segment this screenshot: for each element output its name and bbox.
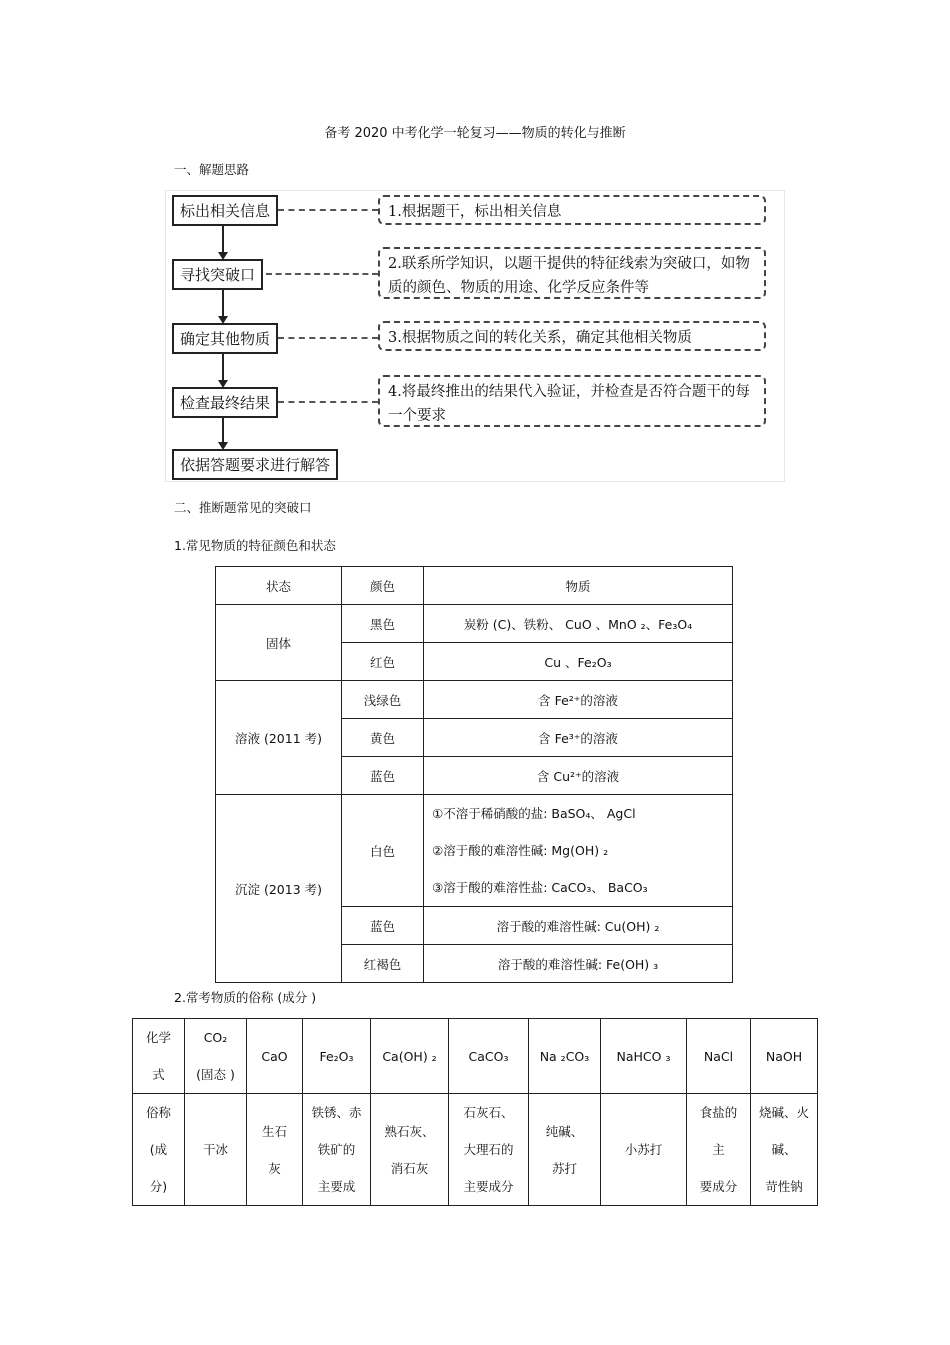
substance-cell: Cu 、Fe₂O₃ xyxy=(424,643,733,681)
table-header: 颜色 xyxy=(342,567,424,605)
arrow-down-icon xyxy=(222,288,224,322)
formula-cell: NaOH xyxy=(751,1019,818,1094)
formula-cell: Na ₂CO₃ xyxy=(529,1019,601,1094)
substance-cell: 含 Fe²⁺的溶液 xyxy=(424,681,733,719)
name-cell: 干冰 xyxy=(185,1094,247,1206)
substance-cell: 溶于酸的难溶性碱: Fe(OH) ₃ xyxy=(424,945,733,983)
page-title: 备考 2020 中考化学一轮复习——物质的转化与推断 xyxy=(324,126,626,141)
formula-cell: CaCO₃ xyxy=(449,1019,529,1094)
connector-line xyxy=(278,209,378,211)
row-header: 俗称 (成 分) xyxy=(133,1094,185,1206)
formula-cell: CaO xyxy=(247,1019,303,1094)
color-cell: 蓝色 xyxy=(342,757,424,795)
flow-step-2: 寻找突破口 xyxy=(172,259,263,290)
flow-note-4: 4.将最终推出的结果代入验证，并检查是否符合题干的每一个要求 xyxy=(378,375,766,427)
connector-line xyxy=(278,337,378,339)
substance-cell: 溶于酸的难溶性碱: Cu(OH) ₂ xyxy=(424,907,733,945)
color-cell: 红褐色 xyxy=(342,945,424,983)
row-header: 化学 式 xyxy=(133,1019,185,1094)
connector-line xyxy=(266,273,378,275)
flow-step-3: 确定其他物质 xyxy=(172,323,278,354)
subsection-heading-2: 2.常考物质的俗称 (成分 ) xyxy=(174,990,317,1005)
color-cell: 红色 xyxy=(342,643,424,681)
substance-cell: 炭粉 (C)、铁粉、 CuO 、MnO ₂、Fe₃O₄ xyxy=(424,605,733,643)
formula-cell: CO₂ (固态 ) xyxy=(185,1019,247,1094)
color-cell: 黑色 xyxy=(342,605,424,643)
white-line-3: ③溶于酸的难溶性盐: CaCO₃、 BaCO₃ xyxy=(432,880,648,895)
color-state-table xyxy=(215,566,733,983)
name-cell: 纯碱、 苏打 xyxy=(529,1094,601,1206)
state-cell: 溶液 (2011 考) xyxy=(216,681,342,795)
flow-note-1: 1.根据题干，标出相关信息 xyxy=(378,195,766,225)
name-cell: 熟石灰、 消石灰 xyxy=(371,1094,449,1206)
formula-cell: NaCl xyxy=(687,1019,751,1094)
flow-note-3: 3.根据物质之间的转化关系，确定其他相关物质 xyxy=(378,321,766,351)
name-cell: 铁锈、赤 铁矿的 主要成 xyxy=(303,1094,371,1206)
substance-cell: 含 Cu²⁺的溶液 xyxy=(424,757,733,795)
table-header: 物质 xyxy=(424,567,733,605)
name-cell: 生石 灰 xyxy=(247,1094,303,1206)
section-heading-2: 二、推断题常见的突破口 xyxy=(174,500,312,515)
substance-cell xyxy=(424,795,733,907)
state-cell: 固体 xyxy=(216,605,342,681)
formula-cell: NaHCO ₃ xyxy=(601,1019,687,1094)
white-line-2: ②溶于酸的难溶性碱: Mg(OH) ₂ xyxy=(432,843,609,858)
common-names-table xyxy=(132,1018,818,1206)
section-heading-1: 一、解题思路 xyxy=(174,162,250,177)
arrow-down-icon xyxy=(222,224,224,258)
formula-cell: Fe₂O₃ xyxy=(303,1019,371,1094)
flow-step-5: 依据答题要求进行解答 xyxy=(172,449,338,480)
arrow-down-icon xyxy=(222,416,224,448)
connector-line xyxy=(278,401,378,403)
flow-note-2: 2.联系所学知识，以题干提供的特征线索为突破口，如物质的颜色、物质的用途、化学反应条件等 xyxy=(378,247,766,299)
state-cell: 沉淀 (2013 考) xyxy=(216,795,342,983)
table-header: 状态 xyxy=(216,567,342,605)
white-line-1: ①不溶于稀硝酸的盐: BaSO₄、 AgCl xyxy=(432,806,636,821)
substance-cell: 含 Fe³⁺的溶液 xyxy=(424,719,733,757)
color-cell: 白色 xyxy=(342,795,424,907)
color-cell: 黄色 xyxy=(342,719,424,757)
arrow-down-icon xyxy=(222,352,224,386)
color-cell: 浅绿色 xyxy=(342,681,424,719)
name-cell: 烧碱、火 碱、 苛性钠 xyxy=(751,1094,818,1206)
flow-step-4: 检查最终结果 xyxy=(172,387,278,418)
flowchart xyxy=(165,190,785,482)
name-cell: 石灰石、 大理石的 主要成分 xyxy=(449,1094,529,1206)
color-cell: 蓝色 xyxy=(342,907,424,945)
name-cell: 食盐的 主 要成分 xyxy=(687,1094,751,1206)
flow-step-1: 标出相关信息 xyxy=(172,195,278,226)
subsection-heading-1: 1.常见物质的特征颜色和状态 xyxy=(174,538,336,553)
formula-cell: Ca(OH) ₂ xyxy=(371,1019,449,1094)
name-cell: 小苏打 xyxy=(601,1094,687,1206)
